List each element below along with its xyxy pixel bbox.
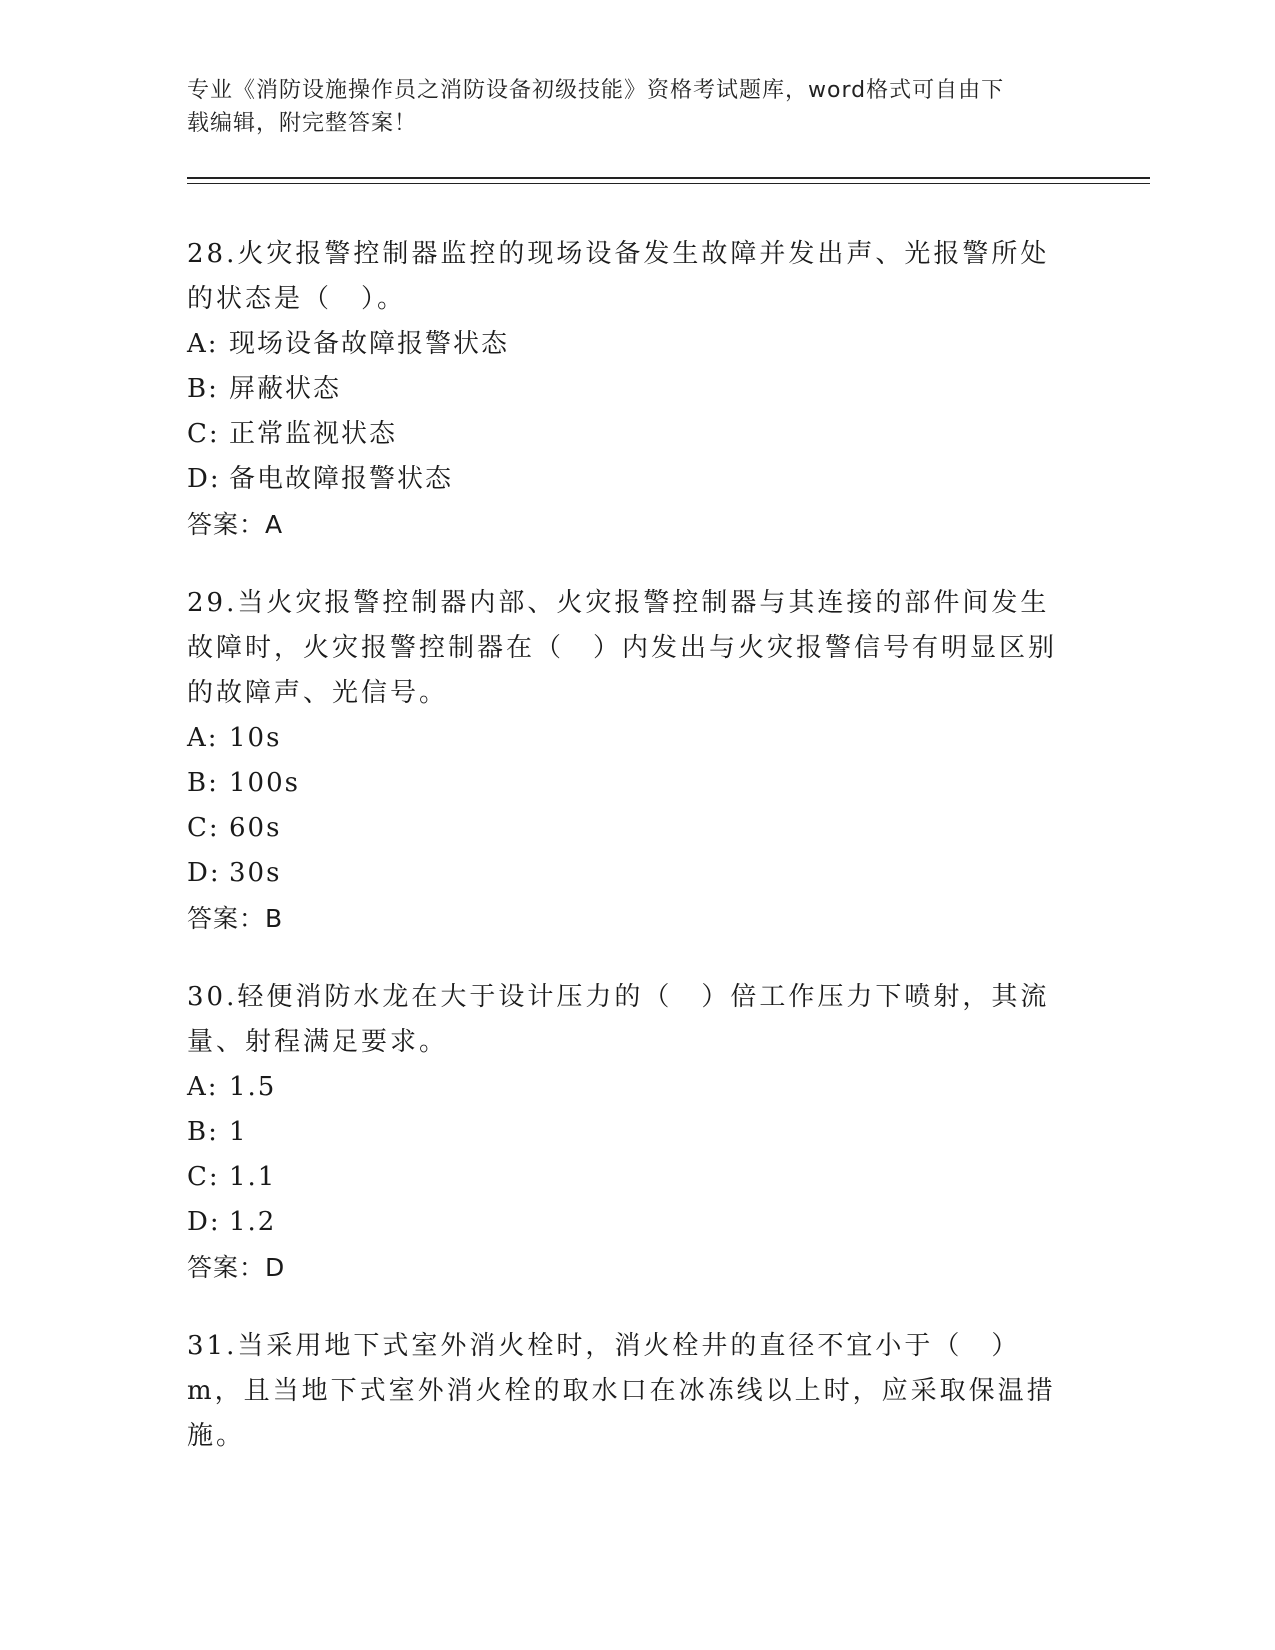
option-d: [187, 851, 1067, 896]
option-text: 1.2: [229, 1207, 277, 1237]
option-label: A:: [187, 723, 219, 753]
question-30: [187, 975, 1067, 1290]
header-line-1: 专业《消防设施操作员之消防设备初级技能》资格考试题库，word格式可自由下: [187, 78, 1005, 103]
question-29: [187, 581, 1067, 941]
option-text: 30s: [229, 858, 282, 888]
option-a: [187, 322, 1067, 367]
option-label: B:: [187, 1117, 219, 1147]
question-text: 28.火灾报警控制器监控的现场设备发生故障并发出声、光报警所处的状态是（ ）。: [187, 239, 1050, 314]
option-c: [187, 412, 1067, 457]
question-text: 30.轻便消防水龙在大于设计压力的（ ）倍工作压力下喷射，其流量、射程满足要求。: [187, 982, 1050, 1057]
header-line-2: 载编辑，附完整答案！: [187, 111, 418, 136]
question-31: [187, 1324, 1067, 1459]
option-c: [187, 806, 1067, 851]
answer-line: 答案：A: [187, 510, 284, 539]
option-text: 10s: [229, 723, 282, 753]
question-text: 29.当火灾报警控制器内部、火灾报警控制器与其连接的部件间发生故障时，火灾报警控制器在（ ）内发出与火灾报警信号有明显区别的故障声、光信号。: [187, 588, 1058, 708]
option-text: 1.1: [229, 1162, 277, 1192]
option-a: [187, 716, 1067, 761]
option-c: [187, 1155, 1067, 1200]
option-text: 备电故障报警状态: [229, 464, 454, 494]
option-text: 60s: [229, 813, 282, 843]
header-divider-thick: [187, 177, 1150, 179]
option-text: 100s: [229, 768, 300, 798]
option-b: [187, 761, 1067, 806]
option-text: 1.5: [229, 1072, 277, 1102]
option-text: 现场设备故障报警状态: [229, 329, 510, 359]
answer-line: 答案：B: [187, 904, 284, 933]
question-list: [187, 232, 1067, 1493]
option-d: [187, 457, 1067, 502]
option-label: C:: [187, 419, 220, 449]
option-d: [187, 1200, 1067, 1245]
option-label: D:: [187, 858, 221, 888]
question-28: [187, 232, 1067, 547]
option-a: [187, 1065, 1067, 1110]
option-label: B:: [187, 374, 219, 404]
option-label: C:: [187, 813, 220, 843]
option-label: B:: [187, 768, 219, 798]
option-label: D:: [187, 464, 221, 494]
option-text: 1: [229, 1117, 248, 1147]
option-label: A:: [187, 1072, 219, 1102]
question-text: 31.当采用地下式室外消火栓时，消火栓井的直径不宜小于（ ）m，且当地下式室外消火栓的取水口在冰冻线以上时，应采取保温措施。: [187, 1331, 1056, 1451]
document-header: [187, 74, 1067, 140]
header-divider-thin: [187, 183, 1150, 184]
option-b: [187, 367, 1067, 412]
option-label: D:: [187, 1207, 221, 1237]
option-text: 正常监视状态: [229, 419, 398, 449]
answer-line: 答案：D: [187, 1253, 286, 1282]
option-b: [187, 1110, 1067, 1155]
option-text: 屏蔽状态: [229, 374, 342, 404]
option-label: C:: [187, 1162, 220, 1192]
option-label: A:: [187, 329, 219, 359]
